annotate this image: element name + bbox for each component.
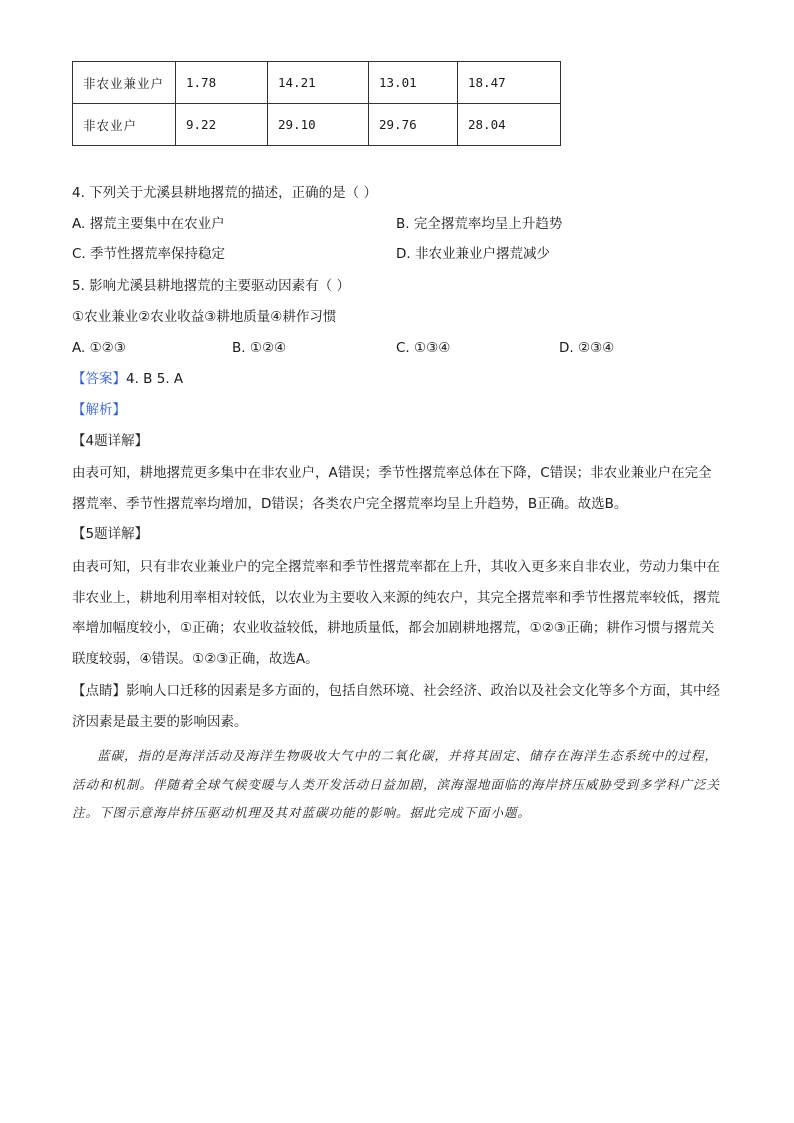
answer-tag: 【答案】: [72, 371, 126, 387]
table-cell: 1.78: [176, 62, 268, 104]
detail-5-body: 由表可知，只有非农业兼业户的完全撂荒率和季节性撂荒率都在上升，其收入更多来自非农业，劳动力集中在非农业上，耕地利用率相对较低，以农业为主要收入来源的纯农户，其完全撂荒率和季节性撂荒率较低，撂荒率增加幅度较小，①正确；农业收益较低，耕地质量低，都会加剧耕地撂荒，①②③正确；耕作习惯与撂荒关联度较弱，④错误。①②③正确，故选A。: [72, 559, 720, 667]
detail-4-heading: 【4题详解】: [72, 433, 149, 449]
table-cell: 13.01: [369, 62, 458, 104]
intro-passage: [72, 742, 722, 828]
table-cell: 28.04: [458, 104, 561, 146]
answer-line: [72, 369, 183, 389]
q4-option-a: A. 撂荒主要集中在农业户: [72, 216, 225, 232]
comment-text: 影响人口迁移的因素是多方面的，包括自然环境、社会经济、政治以及社会文化等多个方面，其中经济因素是最主要的影响因素。: [72, 683, 720, 730]
q5-option-d: D. ②③④: [559, 340, 615, 356]
comment-block: [72, 676, 722, 737]
question-5-factors: ①农业兼业②农业收益③耕地质量④耕作习惯: [72, 309, 337, 325]
table-cell: 9.22: [176, 104, 268, 146]
table-cell: 29.76: [369, 104, 458, 146]
question-5-stem: 5. 影响尤溪县耕地撂荒的主要驱动因素有（ ）: [72, 278, 350, 294]
row-label: 非农业户: [73, 104, 176, 146]
row-label: 非农业兼业户: [73, 62, 176, 104]
detail-4-body: 由表可知，耕地撂荒更多集中在非农业户，A错误；季节性撂荒率总体在下降，C错误；非农业兼业户在完全撂荒率、季节性撂荒率均增加，D错误；各类农户完全撂荒率均呈上升趋势，B正确。故选B。: [72, 465, 712, 512]
intro-text: 蓝碳，指的是海洋活动及海洋生物吸收大气中的二氧化碳，并将其固定、储存在海洋生态系统中的过程，活动和机制。伴随着全球气候变暖与人类开发活动日益加剧，滨海湿地面临的海岸挤压威胁受到多学科广泛关注。下图示意海岸挤压驱动机理及其对蓝碳功能的影响。据此完成下面小题。: [72, 748, 721, 820]
detail-5-text: [72, 552, 722, 674]
analysis-tag: 【解析】: [72, 402, 126, 418]
question-4-stem: 4. 下列关于尤溪县耕地撂荒的描述，正确的是（ ）: [72, 185, 377, 201]
table-row: [73, 62, 561, 104]
data-table: [72, 61, 561, 146]
table-cell: 29.10: [268, 104, 369, 146]
q5-option-a: A. ①②③: [72, 340, 126, 356]
answer-text: 4. B 5. A: [126, 371, 184, 387]
q4-option-c: C. 季节性撂荒率保持稳定: [72, 246, 226, 262]
q4-option-d: D. 非农业兼业户撂荒减少: [396, 246, 550, 262]
detail-5-heading: 【5题详解】: [72, 526, 149, 542]
q4-option-b: B. 完全撂荒率均呈上升趋势: [396, 216, 563, 232]
table-cell: 18.47: [458, 62, 561, 104]
table-row: [73, 104, 561, 146]
table-cell: 14.21: [268, 62, 369, 104]
q5-option-c: C. ①③④: [396, 340, 451, 356]
detail-4-text: [72, 458, 722, 519]
q5-option-b: B. ①②④: [232, 340, 287, 356]
comment-tag: 【点睛】: [72, 683, 126, 699]
